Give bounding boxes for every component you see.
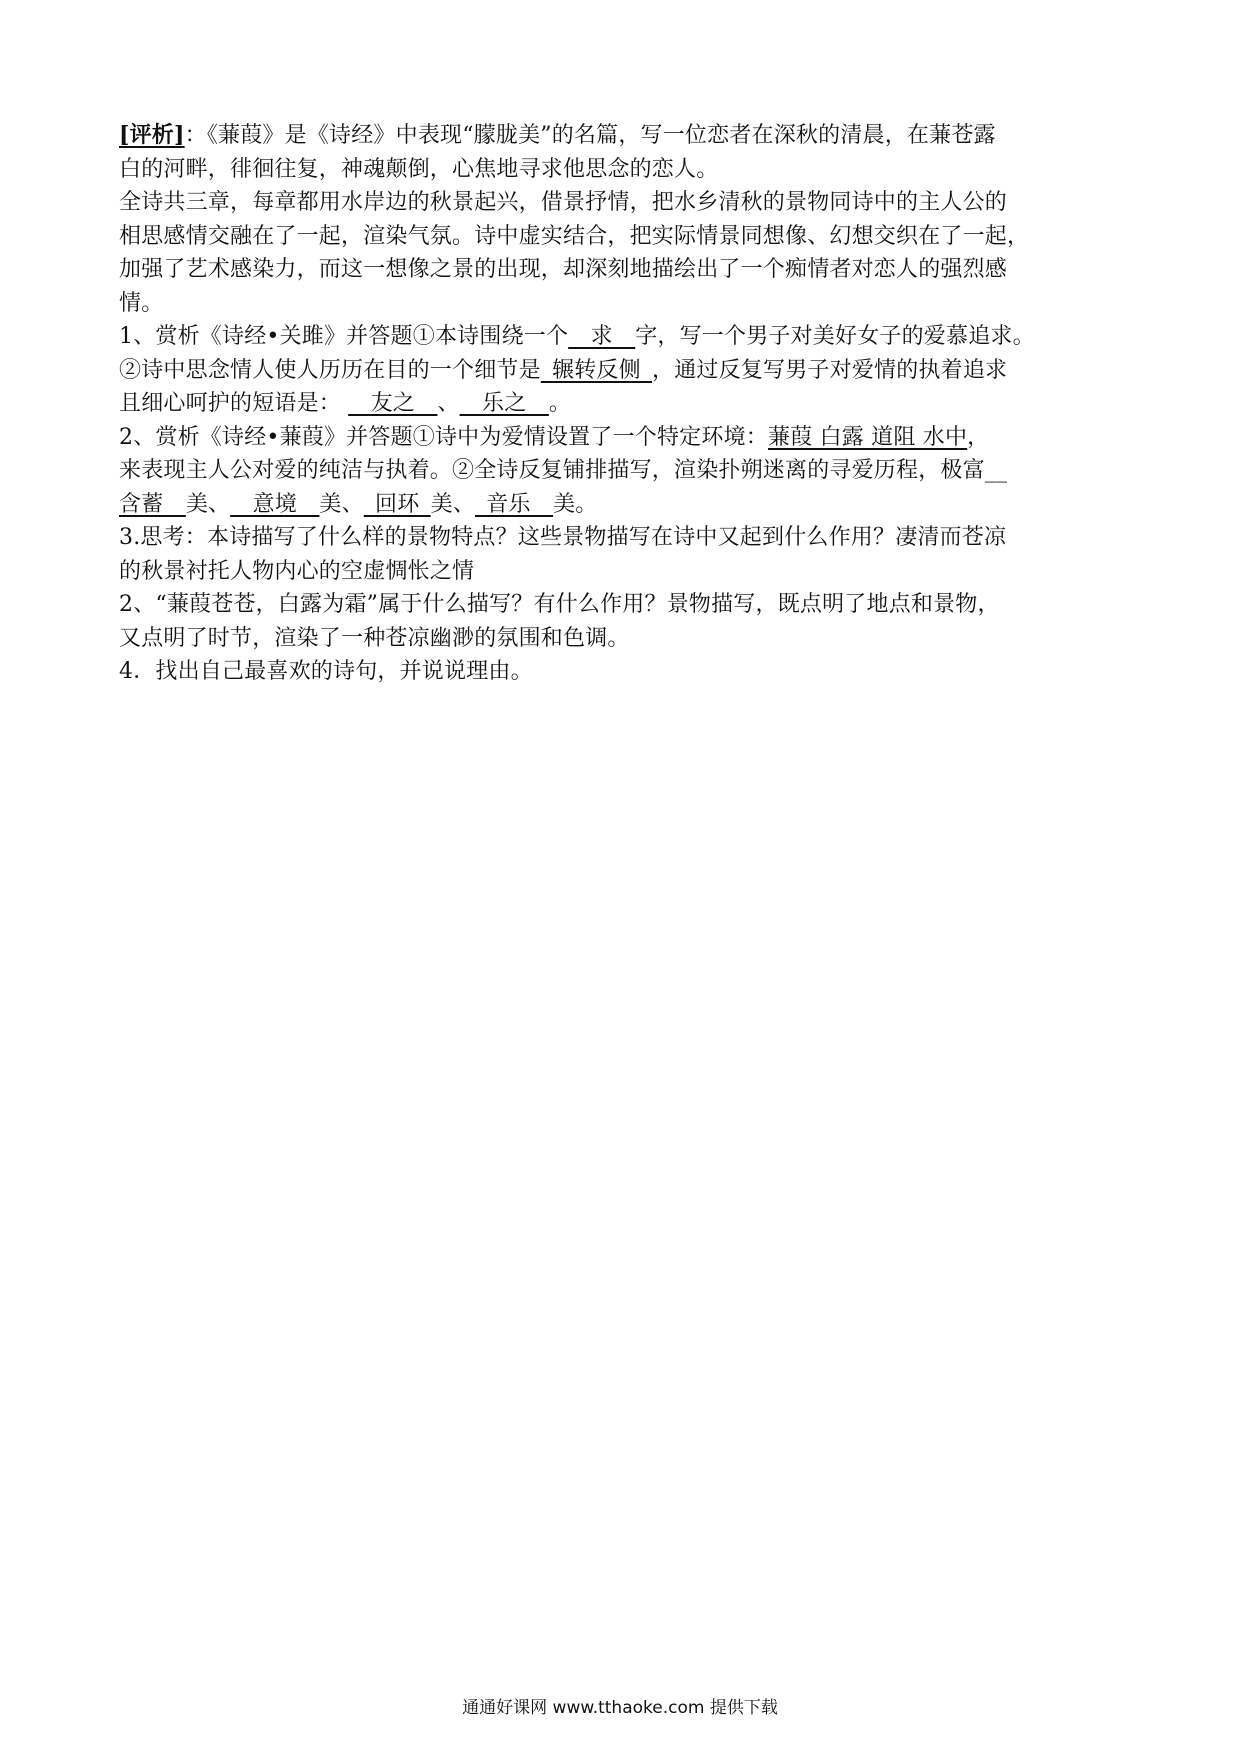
text-line [119, 488, 1129, 522]
text-run: 美、 [319, 491, 364, 517]
answer-blank: __求__ [568, 324, 636, 349]
text-line [119, 153, 1129, 187]
text-line [119, 622, 1129, 656]
text-line [119, 521, 1129, 555]
text-line [119, 454, 1129, 488]
text-run: 2、“蒹葭苍苍，白露为霜”属于什么描写？有什么作用？景物描写，既点明了地点和景物， [119, 592, 1000, 617]
text-run: 字，写一个男子对美好女子的爱慕追求。 [635, 324, 1035, 349]
answer-blank: 蒹葭 白露 道阻 水中 [767, 424, 968, 450]
answer-blank: _辗转反侧_ [540, 357, 653, 383]
text-run: 3.思考：本诗描写了什么样的景物特点？这些景物描写在诗中又起到什么作用？凄清而苍凉 [119, 525, 1007, 550]
text-line [119, 253, 1129, 287]
answer-blank: _回环_ [363, 491, 431, 517]
text-run: 、 [437, 391, 460, 416]
answer-blank: __友之__ [348, 391, 438, 416]
text-line [119, 320, 1129, 354]
section-label: [评析] [119, 122, 185, 148]
text-run: 情。 [119, 290, 164, 316]
text-run: 美、 [430, 491, 476, 517]
text-run: 全诗共三章，每章都用水岸边的秋景起兴，借景抒情，把水乡清秋的景物同诗中的主人公的 [119, 190, 1008, 215]
text-run: 2、赏析《诗经•蒹葭》并答题①诗中为爱情设置了一个特定环境： [119, 424, 768, 450]
text-line [119, 387, 1129, 421]
text-run: 相思感情交融在了一起，渲染气氛。诗中虚实结合，把实际情景同想像、幻想交织在了一起， [119, 223, 1030, 249]
text-run: 4．找出自己最喜欢的诗句，并说说理由。 [119, 659, 533, 684]
answer-blank: _音乐__ [475, 491, 554, 517]
text-line [119, 186, 1129, 220]
text-run: 的秋景衬托人物内心的空虚惆怅之情 [119, 558, 475, 584]
text-run: 白的河畔，徘徊往复，神魂颠倒，心焦地寻求他思念的恋人。 [119, 156, 719, 182]
text-run: ， [967, 424, 990, 450]
text-run: 加强了艺术感染力，而这一想像之景的出现，却深刻地描绘出了一个痴情者对恋人的强烈感 [119, 257, 1008, 282]
text-line [119, 555, 1129, 589]
answer-blank: __意境__ [230, 491, 320, 517]
text-run: 美、 [185, 491, 231, 517]
text-line [119, 354, 1129, 388]
text-run: 又点明了时节，渲染了一种苍凉幽渺的氛围和色调。 [119, 625, 630, 651]
text-line [119, 119, 1129, 153]
text-line [119, 655, 1129, 689]
text-line [119, 287, 1129, 321]
text-run: ②诗中思念情人使人历历在目的一个细节是 [119, 357, 541, 383]
text-line [119, 588, 1129, 622]
page-footer: 通通好课网 www.tthaoke.com 提供下载 [462, 1698, 778, 1718]
document-body [119, 119, 1129, 689]
answer-blank: 含蓄__ [119, 491, 186, 517]
text-run: 1、赏析《诗经•关雎》并答题①本诗围绕一个 [119, 324, 569, 349]
text-line [119, 220, 1129, 254]
text-run: ，通过反复写男子对爱情的执着追求 [652, 357, 1008, 383]
text-line [119, 421, 1129, 455]
answer-blank: __乐之__ [459, 391, 549, 416]
text-run: ：《蒹葭》是《诗经》中表现“朦胧美”的名篇，写一位恋者在深秋的清晨，在蒹苍露 [184, 123, 996, 148]
text-run: 。 [548, 391, 572, 416]
text-run: 来表现主人公对爱的纯洁与执着。②全诗反复铺排描写，渲染扑朔迷离的寻爱历程，极富__ [119, 458, 1008, 483]
text-run: 美。 [553, 491, 598, 517]
text-run: 且细心呵护的短语是： [119, 391, 349, 416]
